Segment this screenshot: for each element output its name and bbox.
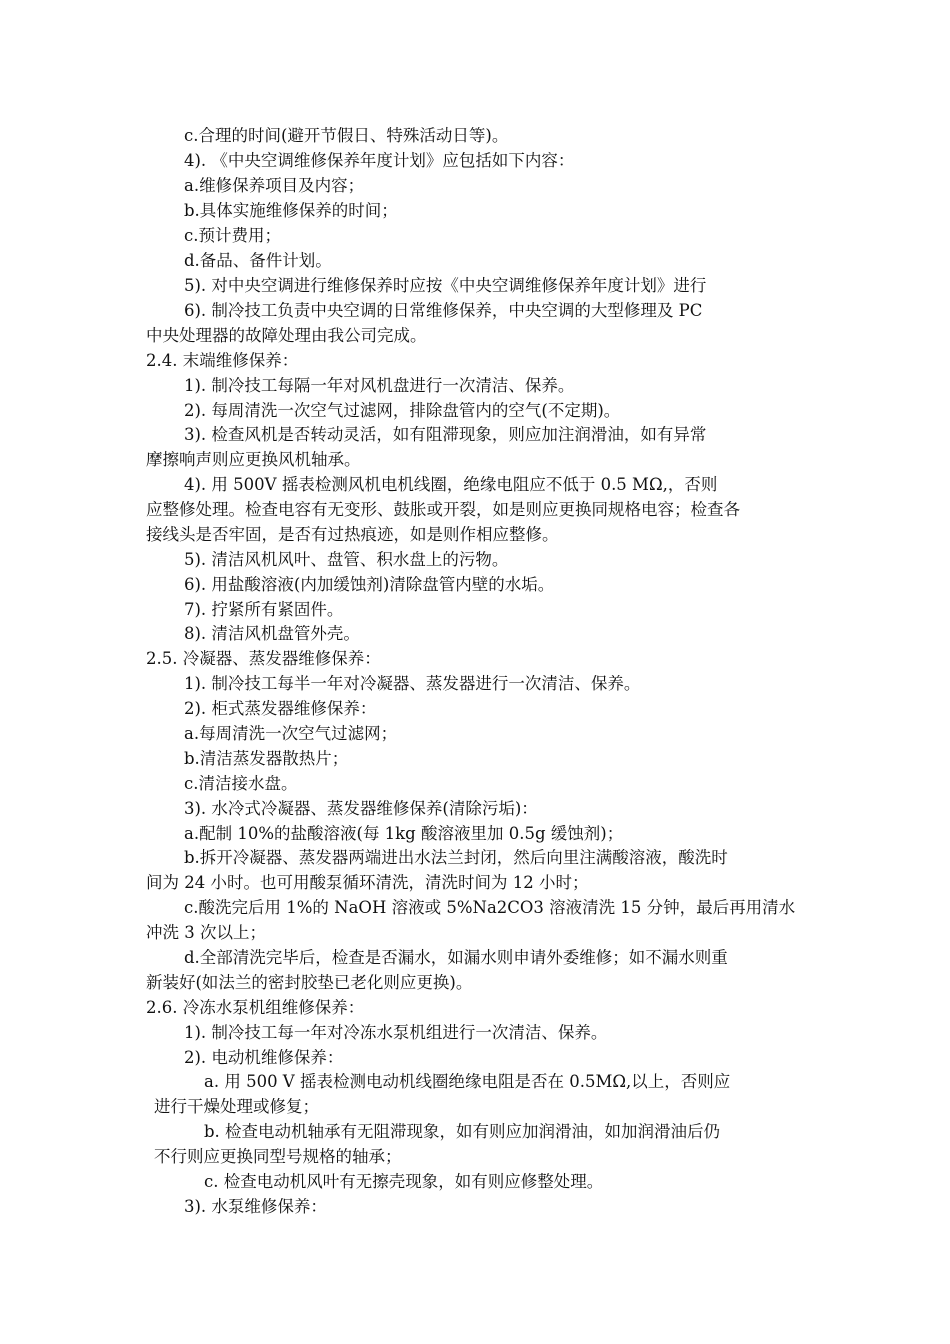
text-line: 冲洗 3 次以上； (146, 923, 266, 942)
text-line: c.合理的时间(避开节假日、特殊活动日等)。 (184, 126, 509, 145)
text-line: 3). 水冷式冷凝器、蒸发器维修保养(清除污垢)： (184, 799, 538, 818)
text-line: 间为 24 小时。也可用酸泵循环清洗，清洗时间为 12 小时； (146, 873, 589, 892)
text-line: 3). 检查风机是否转动灵活，如有阻滞现象，则应加注润滑油，如有异常 (184, 425, 707, 444)
text-line: a.维修保养项目及内容； (184, 176, 365, 195)
text-line: a. 用 500 V 摇表检测电动机线圈绝缘电阻是否在 0.5MΩ,以上，否则应 (204, 1072, 731, 1091)
text-line: d.全部清洗完毕后，检查是否漏水，如漏水则申请外委维修；如不漏水则重 (184, 948, 728, 967)
text-line: a.每周清洗一次空气过滤网； (184, 724, 398, 743)
text-line: 8). 清洁风机盘管外壳。 (184, 624, 360, 643)
section-heading: 2.5. 冷凝器、蒸发器维修保养： (146, 649, 381, 668)
text-line: 2). 电动机维修保养： (184, 1048, 344, 1067)
text-line: 4). 用 500V 摇表检测风机电机线圈，绝缘电阻应不低于 0.5 MΩ,，否则 (184, 475, 718, 494)
text-line: a.配制 10%的盐酸溶液(每 1kg 酸溶液里加 0.5g 缓蚀剂)； (184, 824, 624, 843)
text-line: c.预计费用； (184, 226, 281, 245)
text-line: b.具体实施维修保养的时间； (184, 201, 398, 220)
text-line: 摩擦响声则应更换风机轴承。 (146, 450, 361, 469)
text-line: 2). 柜式蒸发器维修保养： (184, 699, 377, 718)
text-line: b. 检查电动机轴承有无阻滞现象，如有则应加润滑油，如加润滑油后仍 (204, 1122, 721, 1141)
text-line: c. 检查电动机风叶有无擦壳现象，如有则应修整处理。 (204, 1172, 604, 1191)
text-line: 接线头是否牢固，是否有过热痕迹，如是则作相应整修。 (146, 525, 559, 544)
section-heading: 2.4. 末端维修保养： (146, 351, 299, 370)
text-line: 进行干燥处理或修复； (154, 1097, 319, 1116)
text-line: 新装好(如法兰的密封胶垫已老化则应更换)。 (146, 973, 473, 992)
text-line: 2). 每周清洗一次空气过滤网，排除盘管内的空气(不定期)。 (184, 401, 621, 420)
text-line: 应整修处理。检查电容有无变形、鼓胀或开裂，如是则应更换同规格电容；检查各 (146, 500, 740, 519)
text-line: 1). 制冷技工每半一年对冷凝器、蒸发器进行一次清洁、保养。 (184, 674, 641, 693)
text-line: b.拆开冷凝器、蒸发器两端进出水法兰封闭，然后向里注满酸溶液，酸洗时 (184, 848, 728, 867)
text-line: 中央处理器的故障处理由我公司完成。 (146, 326, 427, 345)
text-line: 6). 用盐酸溶液(内加缓蚀剂)清除盘管内壁的水垢。 (184, 575, 555, 594)
text-line: 不行则应更换同型号规格的轴承； (154, 1147, 402, 1166)
text-line: 5). 对中央空调进行维修保养时应按《中央空调维修保养年度计划》进行 (184, 276, 707, 295)
text-line: 5). 清洁风机风叶、盘管、积水盘上的污物。 (184, 550, 509, 569)
text-line: b.清洁蒸发器散热片； (184, 749, 349, 768)
text-line: 7). 拧紧所有紧固件。 (184, 600, 344, 619)
text-line: 4). 《中央空调维修保养年度计划》应包括如下内容： (184, 151, 575, 170)
section-heading: 2.6. 冷冻水泵机组维修保养： (146, 998, 365, 1017)
text-line: c.酸洗完后用 1%的 NaOH 溶液或 5%Na2CO3 溶液清洗 15 分钟，最后再用清水 (184, 898, 796, 917)
text-line: 6). 制冷技工负责中央空调的日常维修保养，中央空调的大型修理及 PC (184, 301, 703, 320)
text-line: d.备品、备件计划。 (184, 251, 332, 270)
text-line: c.清洁接水盘。 (184, 774, 298, 793)
text-line: 1). 制冷技工每隔一年对风机盘进行一次清洁、保养。 (184, 376, 575, 395)
text-line: 1). 制冷技工每一年对冷冻水泵机组进行一次清洁、保养。 (184, 1023, 608, 1042)
text-line: 3). 水泵维修保养： (184, 1197, 327, 1216)
